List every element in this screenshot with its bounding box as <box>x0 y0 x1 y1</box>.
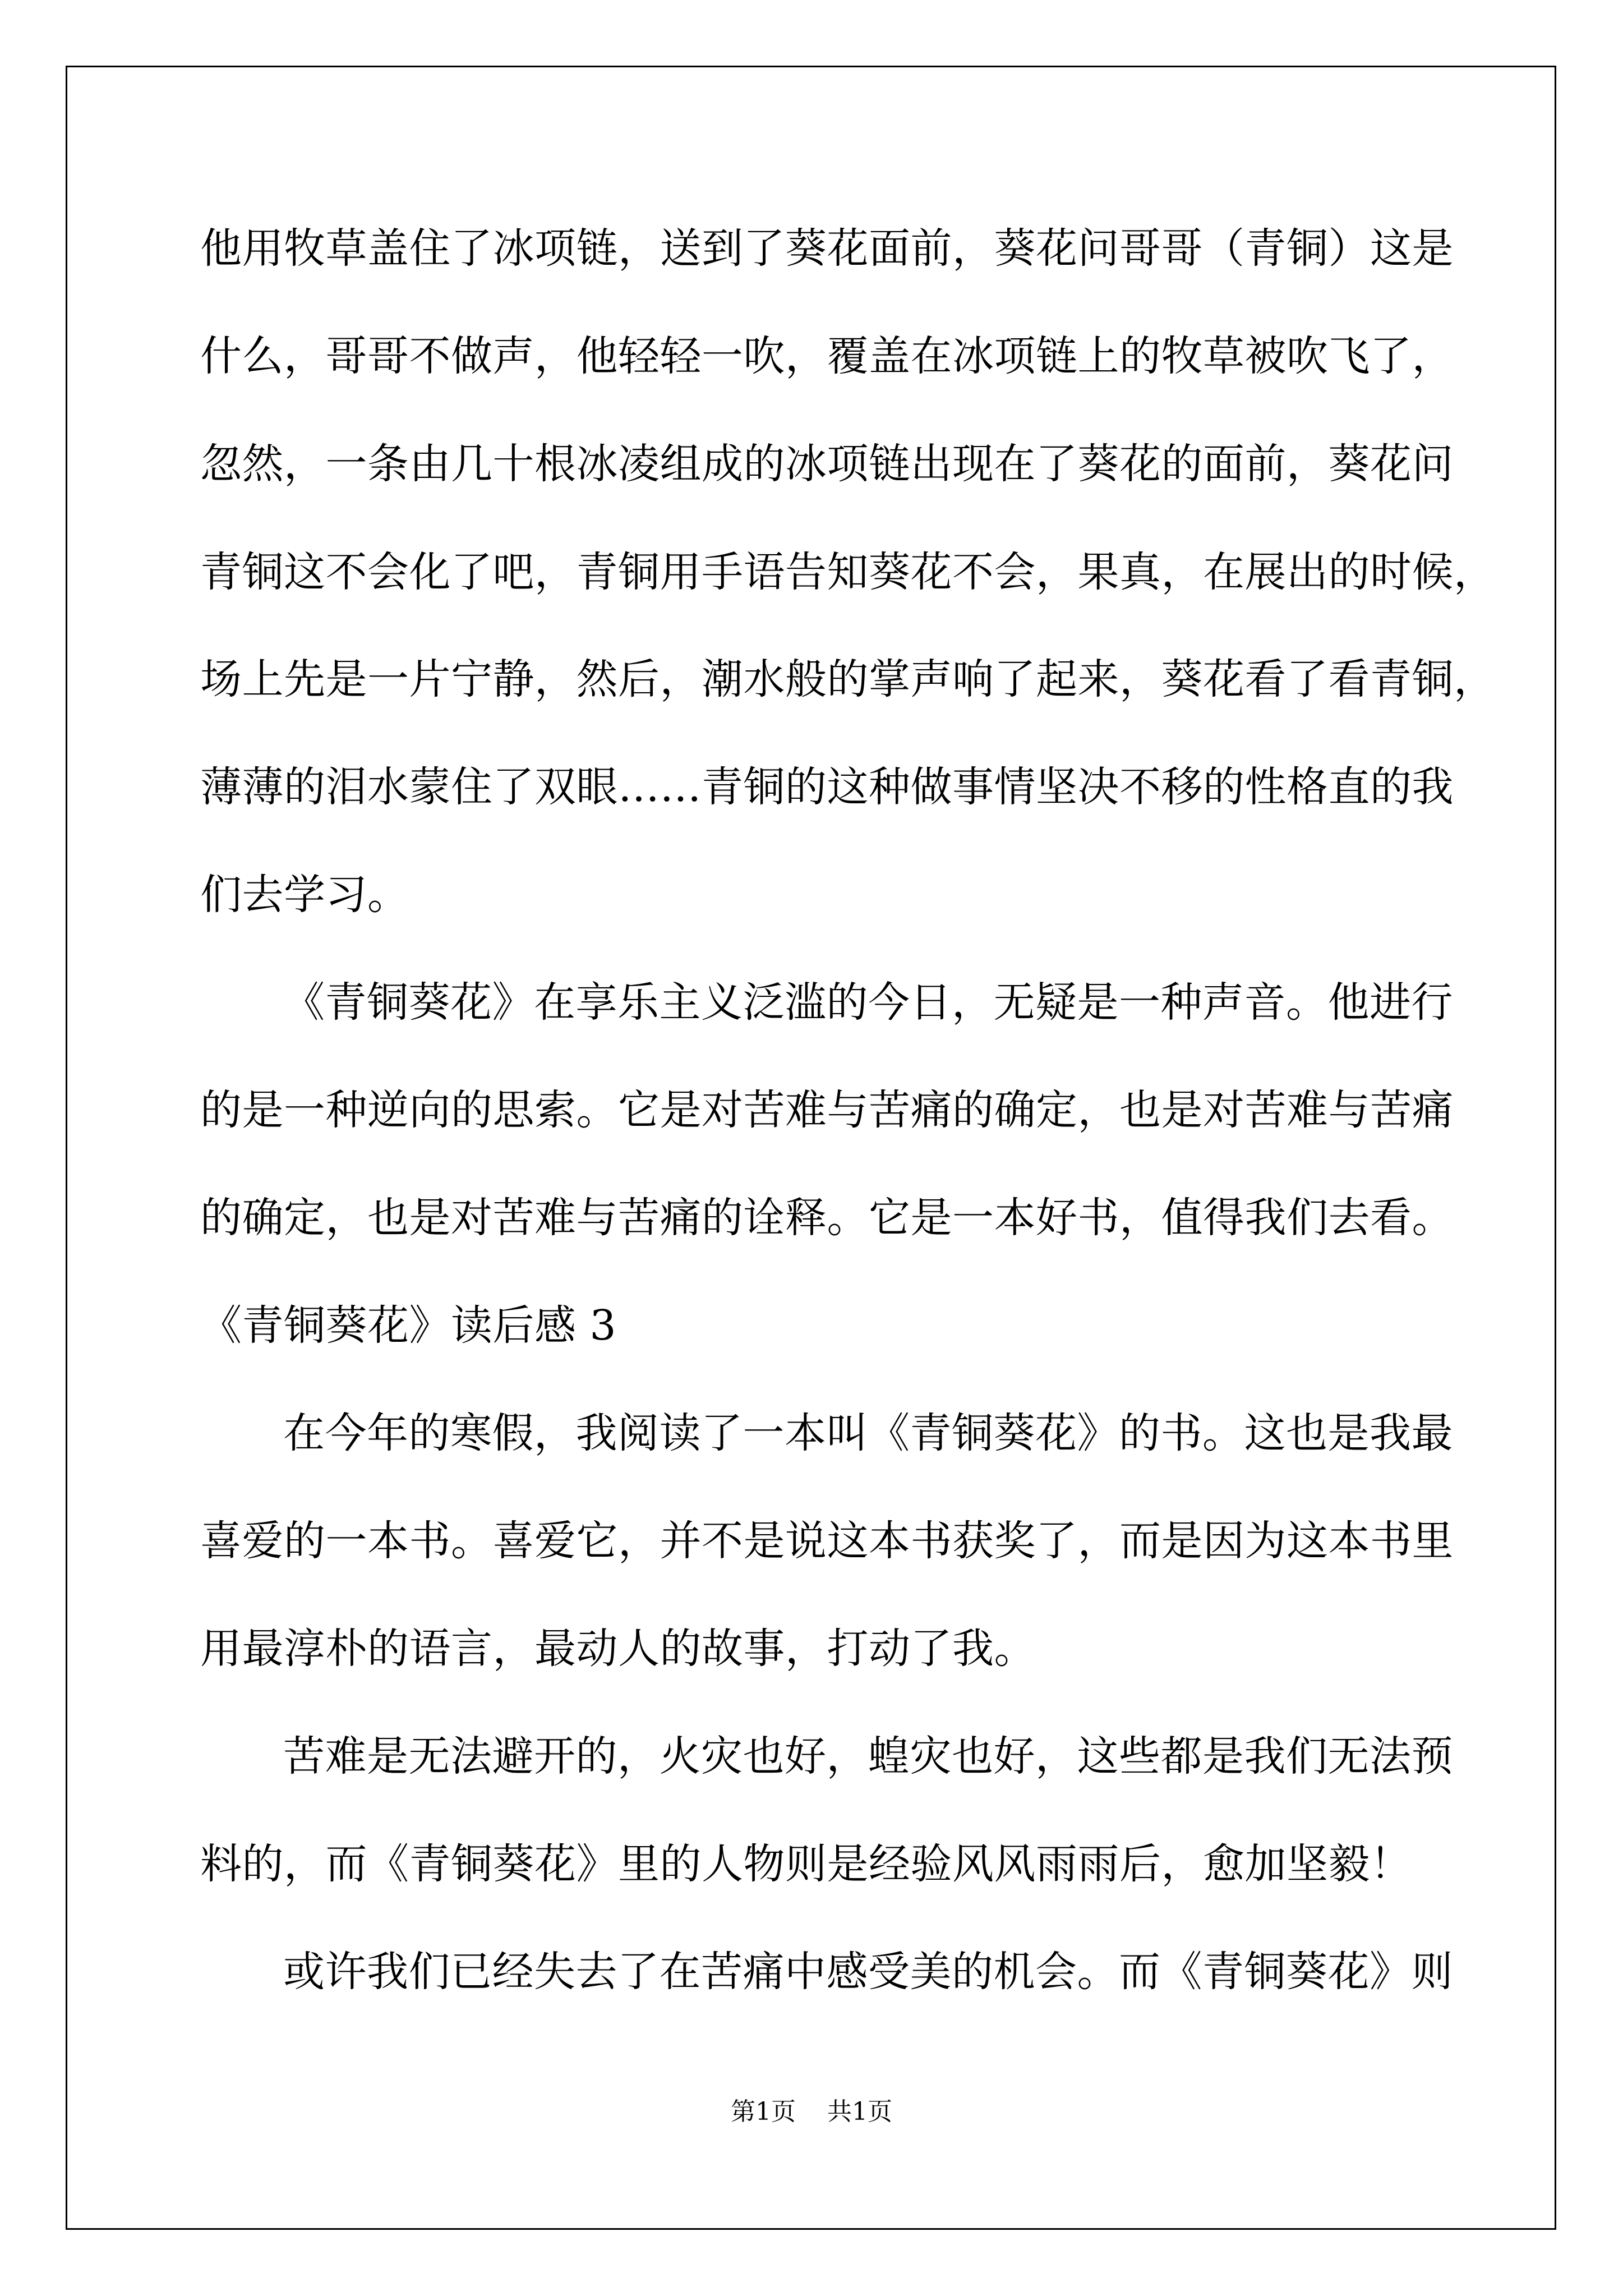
document-body <box>200 0 1496 2076</box>
text-line: 场上先是一片宁静，然后，潮水般的掌声响了起来，葵花看了看青铜， <box>200 655 1496 703</box>
paragraph-first-line: 或许我们已经失去了在苦痛中感受美的机会。而《青铜葵花》则 <box>283 1948 1453 1996</box>
text-line: 他用牧草盖住了冰项链，送到了葵花面前，葵花问哥哥（青铜）这是 <box>200 224 1454 273</box>
paragraph-first-line: 在今年的寒假，我阅读了一本叫《青铜葵花》的书。这也是我最 <box>283 1409 1453 1457</box>
text-line: 料的，而《青铜葵花》里的人物则是经验风风雨雨后，愈加坚毅！ <box>200 1840 1412 1888</box>
text-line: 们去学习。 <box>200 871 409 919</box>
paragraph-first-line: 《青铜葵花》在享乐主义泛滥的今日，无疑是一种声音。他进行 <box>283 978 1453 1027</box>
text-line: 青铜这不会化了吧，青铜用手语告知葵花不会，果真，在展出的时候， <box>200 548 1496 596</box>
text-line: 的确定，也是对苦难与苦痛的诠释。它是一本好书，值得我们去看。 <box>200 1194 1454 1242</box>
page-footer: 第1页 共1页 <box>731 2097 892 2126</box>
text-line: 薄薄的泪水蒙住了双眼……青铜的这种做事情坚决不移的性格直的我 <box>200 763 1454 811</box>
text-line: 什么，哥哥不做声，他轻轻一吹，覆盖在冰项链上的牧草被吹飞了， <box>200 332 1454 380</box>
section-heading: 《青铜葵花》读后感 3 <box>200 1301 617 1350</box>
text-line: 喜爱的一本书。喜爱它，并不是说这本书获奖了，而是因为这本书里 <box>200 1517 1454 1565</box>
paragraph-first-line: 苦难是无法避开的，火灾也好，蝗灾也好，这些都是我们无法预 <box>283 1732 1453 1780</box>
text-line: 用最淳朴的语言，最动人的故事，打动了我。 <box>200 1625 1036 1673</box>
text-line: 忽然，一条由几十根冰凌组成的冰项链出现在了葵花的面前，葵花问 <box>200 440 1454 488</box>
text-line: 的是一种逆向的思索。它是对苦难与苦痛的确定，也是对苦难与苦痛 <box>200 1086 1454 1134</box>
